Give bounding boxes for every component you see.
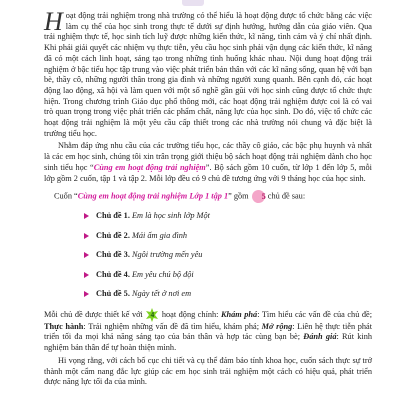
- activity-count: 4: [150, 309, 155, 319]
- activity-count-star-icon: [145, 308, 159, 322]
- preface-text: [44, 7, 373, 388]
- term-thuc-hanh: Thực hành: [44, 321, 84, 331]
- chapter-list: [84, 206, 372, 304]
- chapter-label: Chủ đề 4.: [96, 269, 130, 279]
- paragraph-2: [44, 141, 372, 184]
- chapter-title: Ngày tết ở nơi em: [131, 289, 192, 299]
- intro-suffix: chủ đề sau:: [267, 191, 306, 201]
- chapter-title: Ngôi trường mến yêu: [131, 250, 203, 260]
- paragraph-3-text-e: : Liên hệ thực tiễn phát triển tối đa mọi khả năng sáng tạo của bản thân và hợp tác cùng bạn bè;: [44, 321, 373, 342]
- paragraph-4: Hi vọng rằng, với cách bố cục chi tiết và cụ thể đảm bảo tính khoa học, cuốn sách thực sự trở thành một cẩm nang đắc lực giúp các em học sinh trải nghiệm một cách có hiệu quả, phát triển được năng lực tối đa của mình.: [44, 355, 372, 387]
- drop-cap: H: [44, 7, 63, 36]
- paragraph-3-text-d: : Trải nghiệm những vấn đề đã tìm hiểu, khám phá;: [83, 321, 260, 331]
- page-top-tab: [182, 0, 204, 6]
- term-danh-gia: Đánh giá: [303, 332, 337, 342]
- intro-middle: ” gồm: [228, 191, 249, 201]
- paragraph-3-text-f: : Rút kinh nghiệm bản thân để tự hoàn thiện mình.: [44, 332, 372, 353]
- paragraph-2-text-a: Nhằm đáp ứng nhu cầu của các trường tiểu học, các thầy cô giáo, các bậc phụ huynh và nhất là các em học sinh, chúng tôi xin trân trọng giới thiệu bộ sách hoạt động trải nghiệm dành cho học sinh tiểu học “: [44, 141, 372, 172]
- paragraph-3: [44, 308, 372, 354]
- chapter-label: Chủ đề 1.: [96, 211, 130, 221]
- paragraph-1-text: oạt động trải nghiệm trong nhà trường có thể hiểu là hoạt động được tổ chức bằng các việc làm cụ thể của học sinh trong thực tế dưới sự định hướng, hướng dẫn của giáo viên. Qua trải nghiệm thực tế, học sinh tích luỹ được những kiến thức, kĩ năng, tình cảm và ý chí nhất định. Khi phải giải quyết các nhiệm vụ thực tiễn, yêu cầu học sinh phải vận dụng các kiến thức, kĩ năng đã có một cách linh hoạt, sáng tạo trong những tình huống khác nhau. Nội dung hoạt động trải nghiệm ở bậc tiểu học tập trung vào việc phát triển bản thân với các kĩ năng sống, quan hệ với bạn bè, thầy cô, những người thân trong gia đình và những người xung quanh. Bên cạnh đó, các hoạt động lao động, xã hội và làm quen với một số nghề gần gũi với học sinh cũng được tổ chức thực hiện. Trong chương trình Giáo dục phổ thông mới, các hoạt động trải nghiệm được coi là có vai trò quan trọng trong việc phát triển các phẩm chất, năng lực của học sinh. Do đó, việc tổ chức các hoạt động trải nghiệm là một yêu cầu cấp thiết trong các nhà trường nói chung và đặc biệt là trường tiểu học.: [44, 11, 372, 138]
- chapter-title: Em yêu chú bộ đội: [131, 269, 194, 279]
- intro-prefix: Cuốn “: [54, 191, 78, 201]
- chapter-count-badge: 5: [252, 190, 265, 203]
- list-item: [84, 226, 372, 246]
- paragraph-3-text-c: : Tìm hiểu các vấn đề của chủ đề;: [257, 309, 372, 319]
- list-item: [84, 206, 372, 226]
- chapter-label: Chủ đề 5.: [96, 289, 130, 299]
- paragraph-3-text-b: hoạt động chính:: [161, 309, 219, 319]
- chapter-title: Em là học sinh lớp Một: [131, 211, 210, 221]
- paragraph-2-text-b: ”. Bộ sách gồm 10 cuốn, từ lớp 1 đến lớp 5, mỗi lớp gồm 2 cuốn, tập 1 và tập 2. Mỗi lớp đều có 9 chủ đề tương ứng với 9 tháng học của học sinh.: [44, 162, 372, 183]
- chapter-label: Chủ đề 2.: [96, 230, 130, 240]
- series-title: Cùng em hoạt động trải nghiệm: [93, 162, 206, 172]
- paragraph-3-text-a: Mỗi chủ đề được thiết kế với: [44, 309, 143, 319]
- term-mo-rong: Mở rộng: [261, 321, 293, 331]
- list-item: [84, 245, 372, 265]
- list-item: [84, 265, 372, 285]
- book-title: Cùng em hoạt động trải nghiệm Lớp 1 tập 1: [77, 191, 229, 201]
- chapter-intro: [44, 190, 372, 203]
- term-kham-pha: Khám phá: [221, 309, 258, 319]
- paragraph-1: [44, 7, 372, 139]
- chapter-title: Mái ấm gia đình: [131, 230, 188, 240]
- chapter-label: Chủ đề 3.: [96, 250, 130, 260]
- list-item: [84, 284, 372, 304]
